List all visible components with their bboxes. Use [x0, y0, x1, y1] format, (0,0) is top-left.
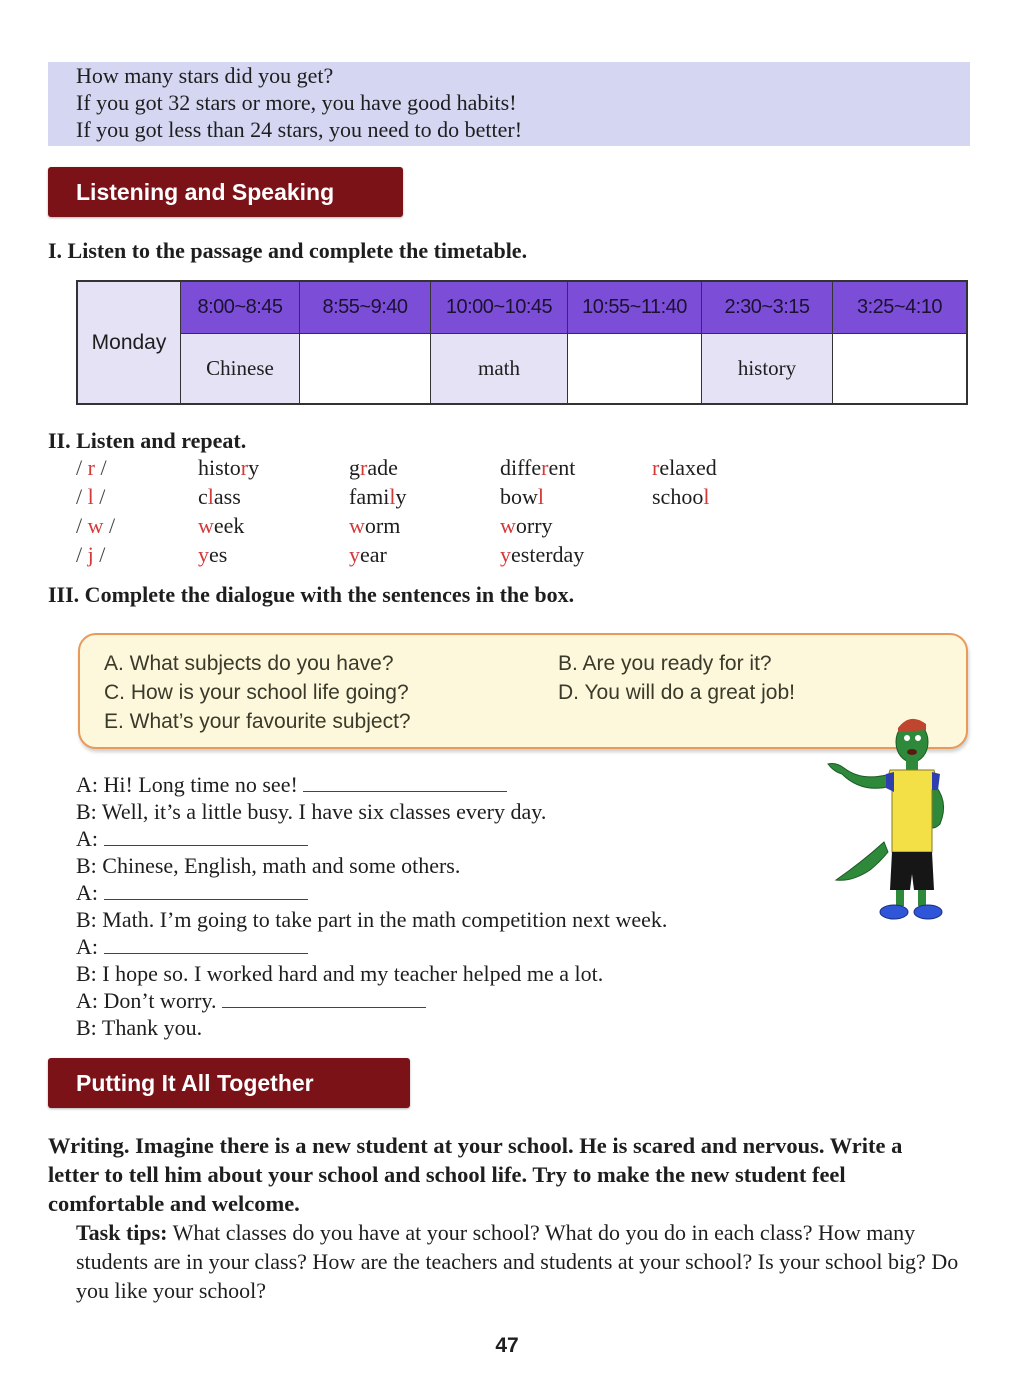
sound-symbol: / l / [76, 484, 106, 509]
phonics-word: different [500, 455, 576, 480]
lizard-mascot-illustration [822, 712, 957, 927]
subject-blank-cell[interactable] [833, 334, 968, 405]
option-b: B. Are you ready for it? [558, 652, 772, 675]
day-cell: Monday [77, 281, 181, 404]
phonics-word: yesterday [500, 542, 585, 567]
time-slot: 8:00~8:45 [181, 281, 300, 334]
phonics-word: year [349, 542, 387, 567]
phonics-word: history [198, 455, 260, 480]
section-title: Putting It All Together [76, 1069, 314, 1096]
time-slot: 8:55~9:40 [300, 281, 431, 334]
dialogue-line: B: Well, it’s a little busy. I have six classes every day. [76, 799, 547, 824]
phonics-word: family [349, 484, 407, 509]
timetable [76, 280, 968, 405]
dialogue-line: A: Hi! Long time no see! [76, 771, 507, 798]
subject-cell: math [431, 334, 568, 405]
phonics-word: worry [500, 513, 553, 538]
answer-blank[interactable] [303, 773, 507, 792]
time-slot: 10:55~11:40 [568, 281, 702, 334]
time-slot: 10:00~10:45 [431, 281, 568, 334]
part1-heading: I. Listen to the passage and complete the timetable. [48, 238, 528, 263]
dialogue-line: B: Chinese, English, math and some others. [76, 853, 461, 878]
sound-symbol: / j / [76, 542, 106, 567]
option-e: E. What’s your favourite subject? [104, 710, 411, 733]
phonics-word: grade [349, 455, 398, 480]
score-good-habits: If you got 32 stars or more, you have good habits! [76, 90, 517, 115]
phonics-word: school [652, 484, 710, 509]
phonics-word: yes [198, 542, 228, 567]
answer-blank[interactable] [104, 935, 308, 954]
part2-heading: II. Listen and repeat. [48, 428, 247, 453]
phonics-word: relaxed [652, 455, 717, 480]
dialogue-line: B: Math. I’m going to take part in the math competition next week. [76, 907, 668, 932]
task-tips-label: Task tips: [76, 1220, 168, 1245]
dialogue-line: A: [76, 879, 308, 906]
page-number: 47 [495, 1334, 519, 1357]
subject-cell: Chinese [181, 334, 300, 405]
section-banner-listening-speaking [48, 167, 403, 217]
dialogue-line: A: [76, 825, 308, 852]
subject-cell: history [702, 334, 833, 405]
phonics-word: week [198, 513, 245, 538]
dialogue-line: B: Thank you. [76, 1015, 203, 1040]
phonics-word: class [198, 484, 241, 509]
time-slot: 3:25~4:10 [833, 281, 968, 334]
score-summary-box [48, 62, 970, 146]
dialogue-line: A: [76, 933, 308, 960]
part3-heading: III. Complete the dialogue with the sentences in the box. [48, 582, 575, 607]
option-a: A. What subjects do you have? [104, 652, 394, 675]
option-d: D. You will do a great job! [558, 681, 795, 704]
phonics-word: worm [349, 513, 401, 538]
sound-symbol: / w / [76, 513, 116, 538]
task-tips [76, 1218, 976, 1305]
answer-blank[interactable] [222, 989, 426, 1008]
option-c: C. How is your school life going? [104, 681, 409, 704]
writing-prompt: Writing. Imagine there is a new student at your school. He is scared and nervous. Write a letter to tell him about your school and school life. Try to make the new student feel comfortable and welcome. [48, 1133, 903, 1216]
answer-blank[interactable] [104, 827, 308, 846]
score-do-better: If you got less than 24 stars, you need to do better! [76, 117, 523, 142]
answer-blank[interactable] [104, 881, 308, 900]
subject-blank-cell[interactable] [300, 334, 431, 405]
section-title: Listening and Speaking [76, 178, 335, 205]
dialogue-line: B: I hope so. I worked hard and my teacher helped me a lot. [76, 961, 604, 986]
sound-symbol: / r / [76, 455, 107, 480]
score-question: How many stars did you get? [76, 63, 334, 88]
dialogue-line: A: Don’t worry. [76, 987, 426, 1014]
time-slot: 2:30~3:15 [702, 281, 833, 334]
subject-blank-cell[interactable] [568, 334, 702, 405]
section-banner-putting-together [48, 1058, 410, 1108]
phonics-word: bowl [500, 484, 545, 509]
task-tips-text: What classes do you have at your school? What do you do in each class? How many students are in your class? How are the teachers and students at your school? Is your school big? Do you like your school? [76, 1220, 959, 1303]
